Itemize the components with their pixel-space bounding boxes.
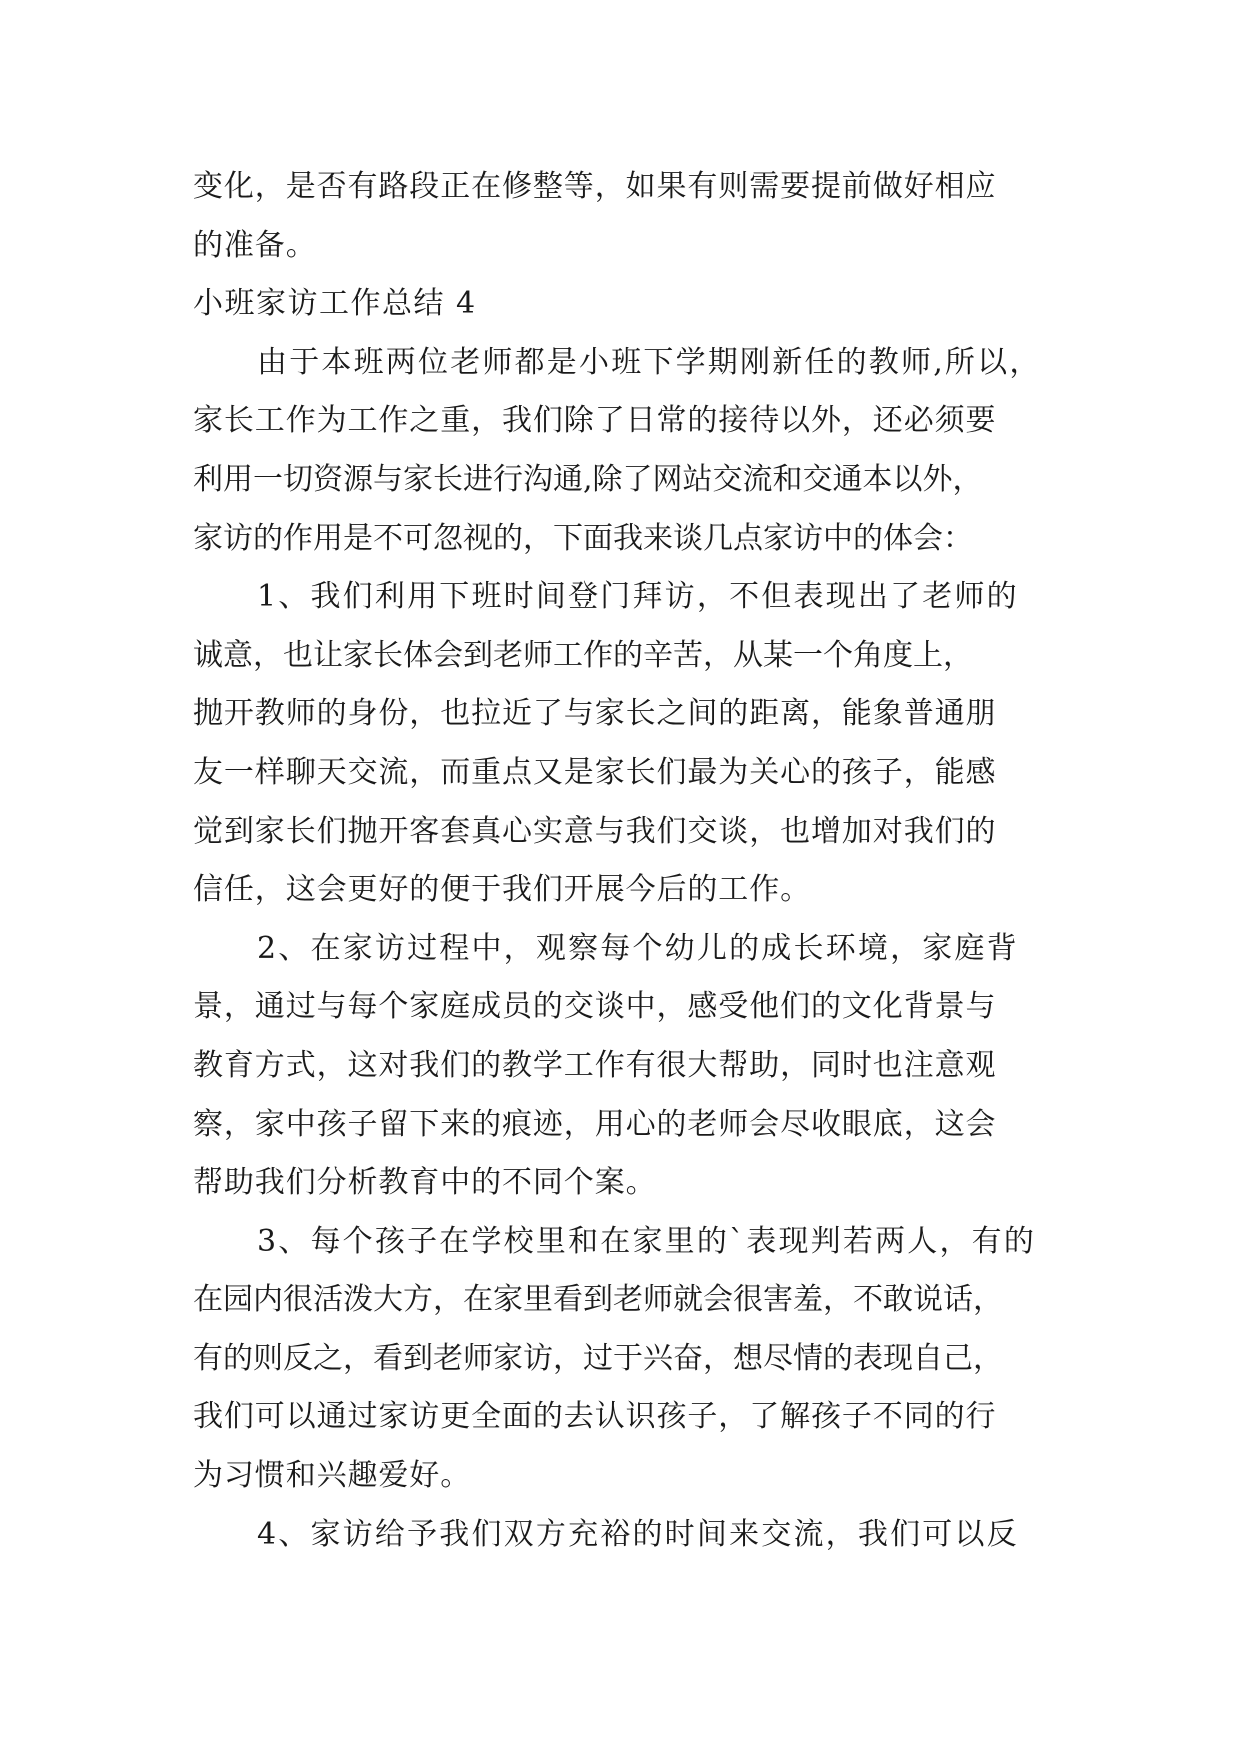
text-line: 3、每个孩子在学校里和在家里的`表现判若两人，有的 (257, 1223, 1037, 1259)
text-line: 4、家访给予我们双方充裕的时间来交流，我们可以反 (257, 1516, 1019, 1552)
text-line: 为习惯和兴趣爱好。 (193, 1458, 472, 1494)
text-line: 诚意，也让家长体会到老师工作的辛苦，从某一个角度上， (193, 637, 973, 673)
text-line: 家长工作为工作之重，我们除了日常的接待以外，还必须要 (193, 403, 997, 439)
text-line: 的准备。 (193, 227, 317, 263)
text-line: 我们可以通过家访更全面的去认识孩子，了解孩子不同的行 (193, 1399, 997, 1435)
text-line: 家访的作用是不可忽视的，下面我来谈几点家访中的体会： (193, 520, 973, 556)
text-line: 2、在家访过程中，观察每个幼儿的成长环境，家庭背 (257, 930, 1019, 966)
text-line: 1、我们利用下班时间登门拜访，不但表现出了老师的 (257, 579, 1019, 615)
text-line: 友一样聊天交流，而重点又是家长们最为关心的孩子，能感 (193, 754, 997, 790)
text-line: 在园内很活泼大方，在家里看到老师就会很害羞，不敢说话， (193, 1282, 1003, 1318)
text-line: 有的则反之，看到老师家访，过于兴奋，想尽情的表现自己， (193, 1340, 1003, 1376)
text-line: 察，家中孩子留下来的痕迹，用心的老师会尽收眼底，这会 (193, 1106, 997, 1142)
text-line: 抛开教师的身份，也拉近了与家长之间的距离，能象普通朋 (193, 696, 997, 732)
text-line: 利用一切资源与家长进行沟通,除了网站交流和交通本以外， (193, 461, 983, 497)
text-line: 帮助我们分析教育中的不同个案。 (193, 1165, 657, 1201)
section-heading: 小班家访工作总结 4 (193, 286, 477, 322)
text-line: 教育方式，这对我们的教学工作有很大帮助，同时也注意观 (193, 1047, 997, 1083)
text-line: 觉到家长们抛开客套真心实意与我们交谈，也增加对我们的 (193, 813, 997, 849)
text-line: 景，通过与每个家庭成员的交谈中，感受他们的文化背景与 (193, 989, 997, 1025)
text-line: 信任，这会更好的便于我们开展今后的工作。 (193, 872, 811, 908)
text-line: 由于本班两位老师都是小班下学期刚新任的教师,所以， (257, 344, 1042, 380)
document-body (193, 158, 1073, 1564)
text-line: 变化，是否有路段正在修整等，如果有则需要提前做好相应 (193, 169, 997, 204)
